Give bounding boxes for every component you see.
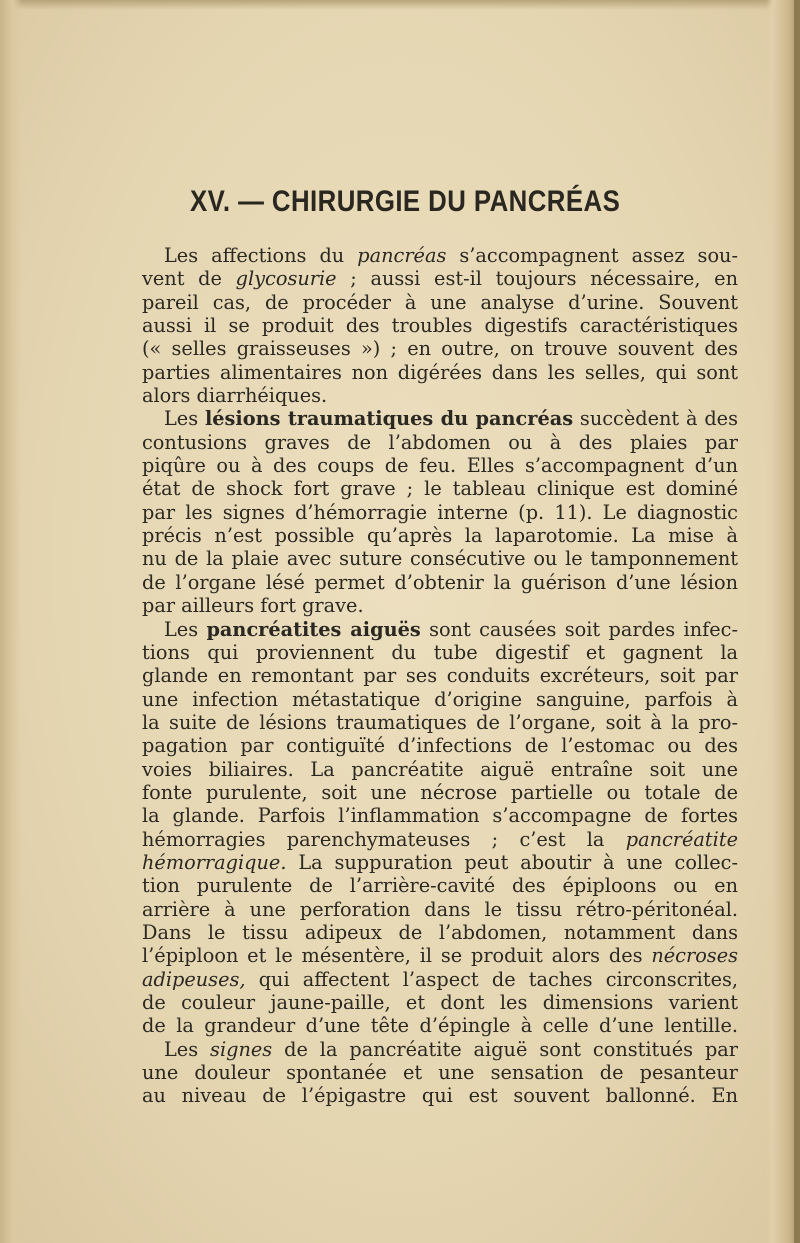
text-line — [142, 758, 738, 781]
text-run: La suppuration peut aboutir à une collec- — [286, 850, 738, 874]
text-run: sont causées soit pardes infec- — [420, 617, 738, 641]
text-run: précis n’est possible qu’après la laparotomie. La mise à — [142, 524, 738, 548]
text-run: de l’organe lésé permet d’obtenir la guérison d’une lésion — [142, 570, 738, 594]
text-line — [142, 734, 738, 757]
page-top-shadow — [0, 0, 800, 10]
text-line — [142, 618, 738, 641]
italic-phrase: glycosurie — [235, 267, 337, 291]
text-line — [142, 547, 738, 570]
italic-phrase: pancréatite — [625, 827, 738, 851]
text-line — [142, 244, 738, 267]
text-run: s’accompagnent assez sou- — [446, 244, 738, 267]
text-run: de la pancréatite aiguë sont constitués par — [272, 1037, 738, 1061]
text-line — [142, 664, 738, 687]
text-line — [142, 1038, 738, 1061]
chapter-body — [142, 244, 738, 1108]
text-line — [142, 454, 738, 477]
text-line — [142, 804, 738, 827]
text-run: de la grandeur d’une tête d’épingle à celle d’une lentille. — [142, 1014, 738, 1038]
page-binding-edge — [794, 0, 800, 1243]
text-run: Les — [164, 1037, 211, 1061]
text-run: parties alimentaires non digérées dans les selles, qui sont — [142, 360, 738, 384]
text-run: la glande. Parfois l’inflammation s’accompagne de fortes — [142, 804, 738, 828]
text-line — [142, 851, 738, 874]
text-line — [142, 1014, 738, 1037]
text-line — [142, 641, 738, 664]
text-run: voies biliaires. La pancréatite aiguë entraîne soit une — [142, 757, 738, 781]
text-run: nu de la plaie avec suture consécutive ou le tamponnement — [142, 547, 738, 571]
text-run: alors diarrhéiques. — [142, 384, 328, 408]
text-run: pareil cas, de procéder à une analyse d’urine. Souvent — [142, 290, 738, 314]
text-run: tions qui proviennent du tube digestif et gagnent la — [142, 640, 738, 664]
text-run: de couleur jaune-paille, et dont les dimensions varient — [142, 991, 738, 1014]
text-run: tion purulente de l’arrière-cavité des épiploons ou en — [142, 874, 738, 898]
text-line — [142, 314, 738, 337]
text-run: Les affections du — [164, 244, 358, 267]
text-line — [142, 407, 738, 430]
text-line — [142, 594, 738, 617]
text-run: une infection métastatique d’origine sanguine, parfois à — [142, 687, 738, 711]
text-run: (« selles graisseuses ») ; en outre, on trouve souvent des — [142, 337, 738, 361]
text-line — [142, 688, 738, 711]
text-line — [142, 781, 738, 804]
text-run: fonte purulente, soit une nécrose partielle ou totale de — [142, 780, 738, 804]
text-line — [142, 291, 738, 314]
text-line — [142, 898, 738, 921]
text-run: par les signes d’hémorragie interne (p. 11). Le diagnostic — [142, 500, 738, 524]
text-line — [142, 921, 738, 944]
italic-phrase: adipeuses, — [142, 967, 246, 991]
text-run: ; aussi est-il toujours nécessaire, en — [336, 267, 739, 291]
text-run: succèdent à des — [573, 407, 738, 431]
text-run: piqûre ou à des coups de feu. Elles s’accompagnent d’un — [142, 454, 738, 478]
text-line — [142, 477, 738, 500]
text-line — [142, 384, 738, 407]
chapter-title: XV. — CHIRURGIE DU PANCRÉAS — [190, 185, 621, 218]
text-line — [142, 571, 738, 594]
text-run: qui affectent l’aspect de taches circonscrites, — [245, 967, 738, 991]
text-line — [142, 874, 738, 897]
text-run: par ailleurs fort grave. — [142, 594, 364, 618]
text-line — [142, 991, 738, 1014]
text-line — [142, 431, 738, 454]
italic-phrase: nécroses — [651, 944, 738, 968]
text-line — [142, 944, 738, 967]
page-left-shadow — [0, 0, 22, 1243]
bold-phrase: lésions traumatiques du pancréas — [204, 407, 574, 431]
text-run: Les — [164, 617, 207, 641]
text-run: état de shock fort grave ; le tableau clinique est dominé — [142, 477, 738, 501]
text-run: pagation par contiguïté d’infections de l’estomac ou des — [142, 734, 738, 758]
text-line — [142, 828, 738, 851]
text-line — [142, 267, 738, 290]
text-line — [142, 361, 738, 384]
italic-phrase: signes — [210, 1037, 273, 1061]
text-line — [142, 524, 738, 547]
text-line — [142, 501, 738, 524]
bold-phrase: pancréatites aiguës — [206, 617, 421, 641]
text-run: la suite de lésions traumatiques de l’organe, soit à la pro- — [142, 710, 738, 734]
text-run: l’épiploon et le mésentère, il se produit alors des — [142, 944, 652, 968]
text-run: contusions graves de l’abdomen ou à des plaies par — [142, 430, 738, 454]
text-line — [142, 1061, 738, 1084]
text-run: au niveau de l’épigastre qui est souvent ballonné. En — [142, 1084, 738, 1108]
italic-phrase: hémorragique. — [142, 850, 287, 874]
italic-phrase: pancréas — [357, 244, 447, 267]
text-run: une douleur spontanée et une sensation de pesanteur — [142, 1061, 738, 1085]
text-run: Les — [164, 407, 205, 431]
text-line — [142, 337, 738, 360]
text-run: arrière à une perforation dans le tissu rétro-péritonéal. — [142, 897, 738, 921]
text-run: aussi il se produit des troubles digestifs caractéristiques — [142, 314, 738, 338]
text-line — [142, 968, 738, 991]
text-run: Dans le tissu adipeux de l’abdomen, notamment dans — [142, 920, 738, 944]
text-line — [142, 1084, 738, 1107]
text-run: glande en remontant par ses conduits excréteurs, soit par — [142, 664, 738, 688]
text-run: vent de — [142, 267, 236, 291]
text-run: hémorragies parenchymateuses ; c’est la — [142, 827, 626, 851]
text-line — [142, 711, 738, 734]
